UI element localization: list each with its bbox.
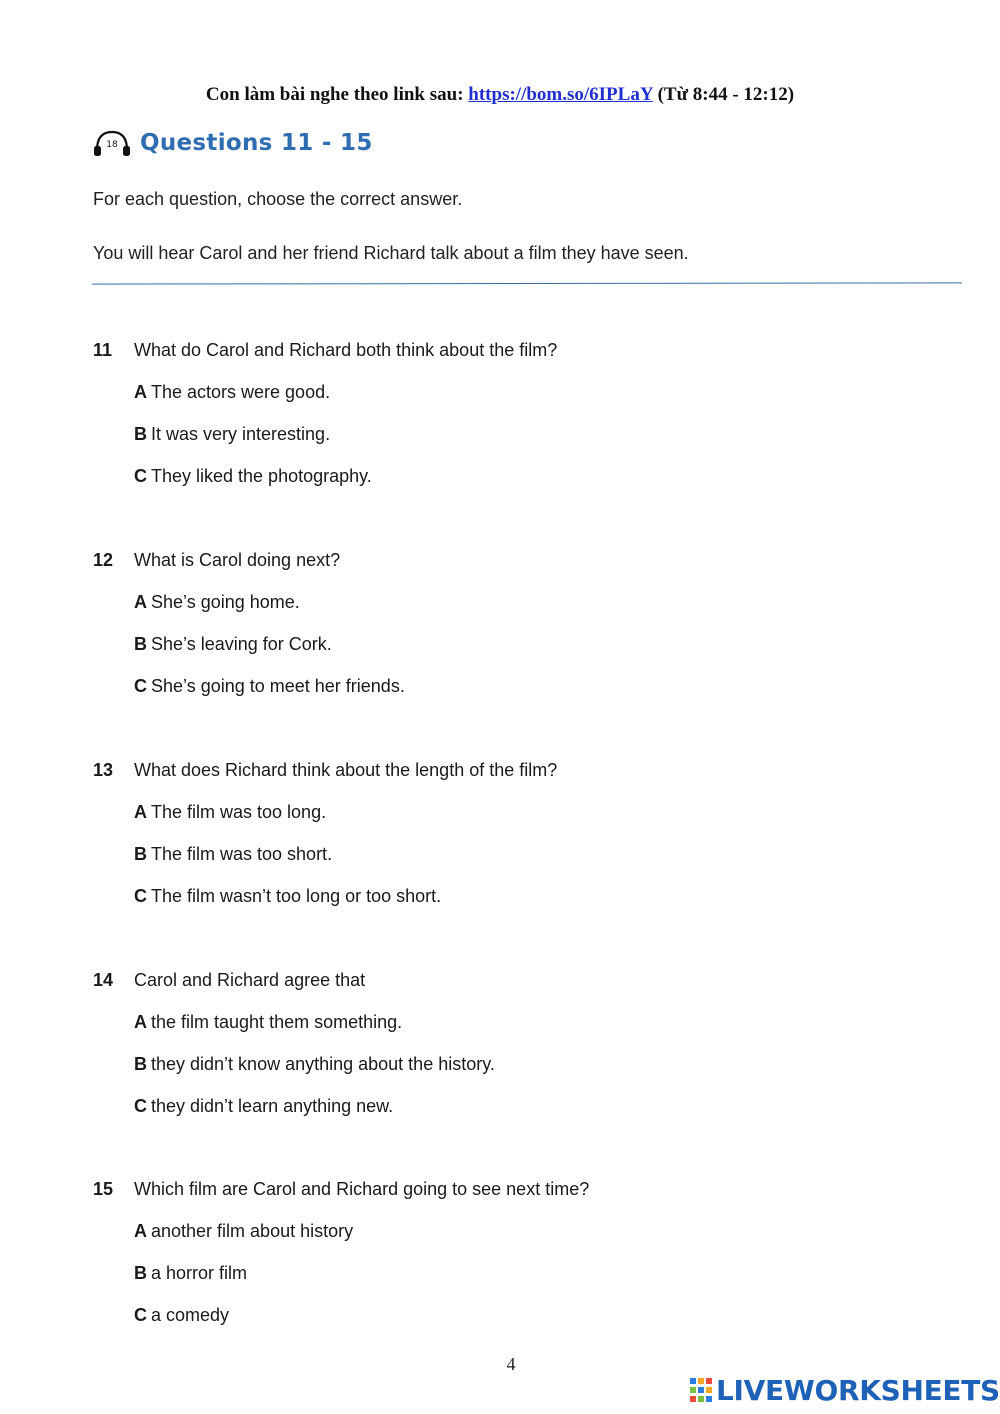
option-b[interactable]: B a horror film [134,1263,248,1283]
question-11 [93,340,893,487]
question-12 [93,550,893,697]
option-b[interactable]: B She’s leaving for Cork. [134,634,332,654]
liveworksheets-logo [690,1372,1000,1408]
question-number: 15 [93,1179,114,1199]
option-c[interactable]: C The film wasn’t too long or too short. [134,886,442,906]
option-a[interactable]: A another film about history [134,1221,354,1241]
question-text: Which film are Carol and Richard going to see next time? [134,1179,590,1199]
listening-instruction-header [0,84,1000,106]
option-b[interactable]: B The film was too short. [134,844,333,864]
headphones-icon [92,128,132,158]
liveworksheets-logo-icon [690,1378,712,1402]
option-b[interactable]: B they didn’t know anything about the history. [134,1054,495,1074]
brand-name: LIVEWORKSHEETS [716,1373,1000,1407]
option-c[interactable]: C they didn’t learn anything new. [134,1096,394,1116]
question-number: 11 [93,340,113,360]
option-a[interactable]: A She’s going home. [134,592,300,612]
audio-link[interactable]: https://bom.so/6IPLaY [468,84,653,105]
option-a[interactable]: A The actors were good. [134,382,331,402]
question-number: 13 [93,760,114,780]
section-title [92,126,373,160]
question-text: What is Carol doing next? [134,550,341,570]
option-c[interactable]: C a comedy [134,1305,230,1325]
section-divider [92,282,962,284]
context-text: You will hear Carol and her friend Richard talk about a film they have seen. [93,243,689,263]
header-prefix: Con làm bài nghe theo link sau: [205,84,464,105]
question-number: 14 [93,970,114,990]
question-14 [93,970,893,1117]
header-time-range: (Từ 8:44 - 12:12) [657,84,795,105]
page-number: 4 [506,1354,516,1374]
question-text: What does Richard think about the length of the film? [134,760,558,780]
question-text: Carol and Richard agree that [134,970,366,990]
option-a[interactable]: A The film was too long. [134,802,327,822]
option-b[interactable]: B It was very interesting. [134,424,331,444]
instruction-text: For each question, choose the correct answer. [93,189,463,209]
option-a[interactable]: A the film taught them something. [134,1012,403,1032]
option-c[interactable]: C She’s going to meet her friends. [134,676,405,696]
option-c[interactable]: C They liked the photography. [134,466,372,486]
page-title: Questions 11 - 15 [140,130,373,156]
question-text: What do Carol and Richard both think about the film? [134,340,558,360]
question-15 [93,1179,893,1326]
question-number: 12 [93,550,114,570]
question-13 [93,760,893,907]
track-number: 18 [106,140,118,150]
